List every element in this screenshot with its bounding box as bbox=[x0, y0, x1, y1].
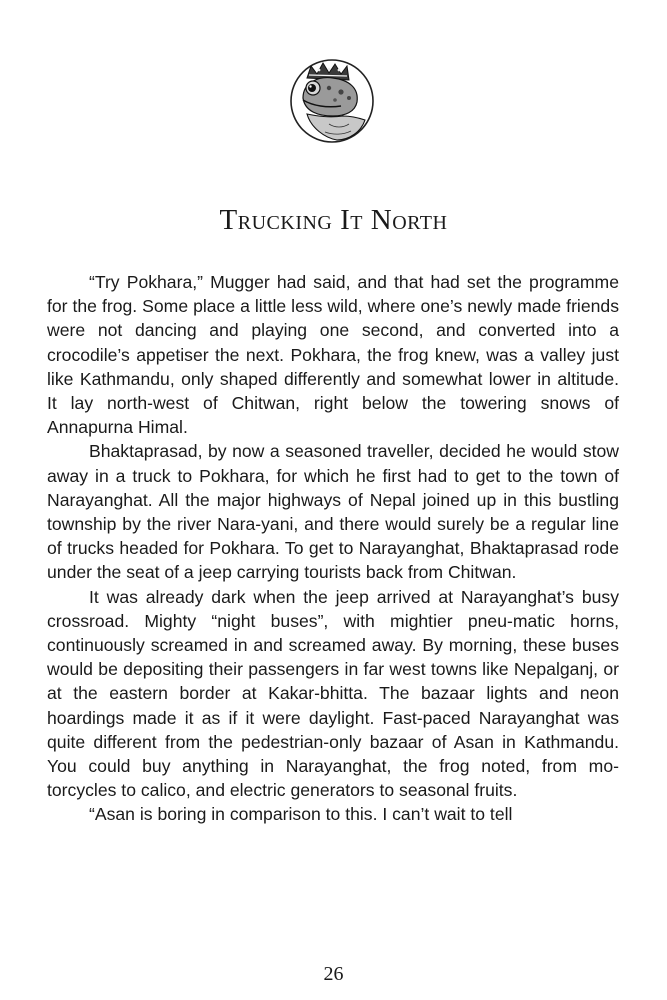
page-number: 26 bbox=[323, 963, 344, 985]
paragraph: “Try Pokhara,” Mugger had said, and that had set the programme for the frog. Some place a little less wild, where one’s newly made friends were not dancing and playing one second, and converted into a crocodile’s appetiser the next. Pokhara, the frog knew, was a valley just like Kathmandu, only shaped differently and somewhat lower in altitude. It lay north-west of Chitwan, right below the towering snows of Annapurna Himal. bbox=[47, 272, 619, 438]
chapter-title: Trucking It North bbox=[219, 204, 448, 236]
chapter-body bbox=[47, 270, 619, 827]
frog-with-crown-icon bbox=[289, 58, 375, 144]
paragraph: Bhaktaprasad, by now a seasoned traveller, decided he would stow away in a truck to Pokhara, for which he first had to get to the town of Narayanghat. All the major highways of Nepal joined up in this bustling township by the river Nara-yani, and there would surely be a regular line of trucks headed for Pokhara. To get to Narayanghat, Bhaktaprasad rode under the seat of a jeep carrying tourists back from Chitwan. bbox=[47, 441, 619, 583]
paragraph: “Asan is boring in comparison to this. I can’t wait to tell bbox=[89, 804, 513, 825]
paragraph: It was already dark when the jeep arrived at Narayanghat’s busy crossroad. Mighty “night buses”, with mightier pneu-matic horns, continuously screamed in and screamed away. By morning, these buses would be depositing their passengers in far west towns like Nepalganj, or at the eastern border at Kakar-bhitta. The bazaar lights and neon hoardings made it as if it were daylight. Fast-paced Narayanghat was quite different from the pedestrian-only bazaar of Asan in Kathmandu. You could buy anything in Narayanghat, the frog noted, from mo-torcycles to calico, and electric generators to seasonal fruits. bbox=[47, 586, 619, 801]
